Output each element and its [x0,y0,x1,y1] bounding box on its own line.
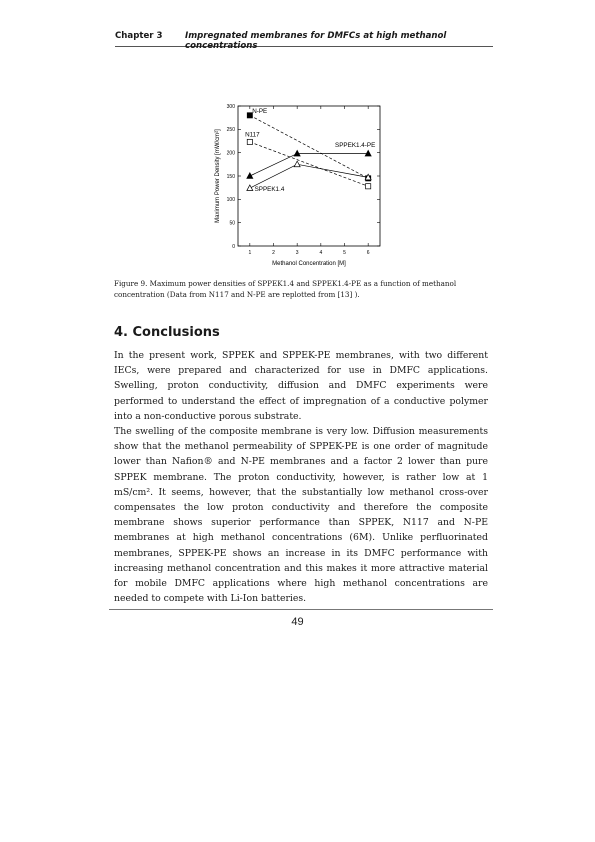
chapter-label: Chapter 3 [115,31,163,41]
page-number: 49 [291,616,304,628]
data-point [294,150,300,156]
data-point [294,161,300,167]
data-point [247,139,252,144]
y-tick-label: 50 [229,220,235,227]
chapter-title: Impregnated membranes for DMFCs at high methanol concentrations [185,31,447,51]
series-label: SPPEK1.4 [254,185,285,193]
y-tick-label: 250 [226,127,235,134]
conclusion-paragraph-1: In the present work, SPPEK and SPPEK-PE membranes, with two different IECs, were prepared and characterized for use in DMFC applications. Swelling, proton conductivity, diffusion and DMFC experiments were performed to understand the effect of impregnation of a conductive polymer into a non-conductive porous substrate. [114,350,488,422]
footer-divider [109,609,493,610]
x-tick-label: 2 [272,250,275,256]
y-tick-label: 200 [226,150,235,157]
figure-caption: Figure 9. Maximum power densities of SPPEK1.4 and SPPEK1.4-PE as a function of methanol concentration (Data from N117 and N-PE are replotted from [13] ). [114,279,457,299]
x-tick-label: 6 [366,250,370,256]
conclusion-paragraph-2: The swelling of the composite membrane is very low. Diffusion measurements show that the methanol permeability of SPPEK-PE is one order of magnitude lower than Nafion® and N-PE membranes and a factor 2 lower than pure SPPEK membrane. The proton conductivity, however, is rather low at 1 mS/cm². It seems, however, that the substantially low methanol cross-over compensates the low proton conductivity and therefore the composite membrane shows superior performance than SPPEK, N117 and N-PE membranes at high methanol concentrations (6M). Unlike perfluorinated membranes, SPPEK-PE shows an increase in its DMFC performance with increasing methanol concentration and this makes it more attractive material for mobile DMFC applications where high methanol concentrations are needed to compete with Li-Ion batteries. [114,426,488,605]
y-tick-label: 100 [226,197,235,204]
y-tick-label: 150 [226,173,235,180]
running-header [115,30,493,51]
x-tick-label: 1 [248,250,252,256]
data-point [366,184,371,189]
x-tick-label: 3 [295,250,299,256]
data-point [365,150,371,156]
y-axis-label: Maximum Power Density [mW/cm²] [215,129,221,223]
x-tick-label: 5 [343,250,346,256]
x-tick-label: 4 [319,250,323,256]
series-label: SPPEK1.4-PE [335,142,376,150]
y-tick-label: 300 [226,103,235,110]
section-title: 4. Conclusions [114,325,220,340]
y-tick-label: 0 [232,243,235,250]
x-axis-label: Methanol Concentration [M] [272,261,346,267]
series-label: N-PE [252,108,268,115]
series-line [250,154,368,176]
data-point [247,173,253,179]
data-point [247,185,253,191]
power-density-chart [205,98,385,274]
series-label: N117 [245,131,260,139]
